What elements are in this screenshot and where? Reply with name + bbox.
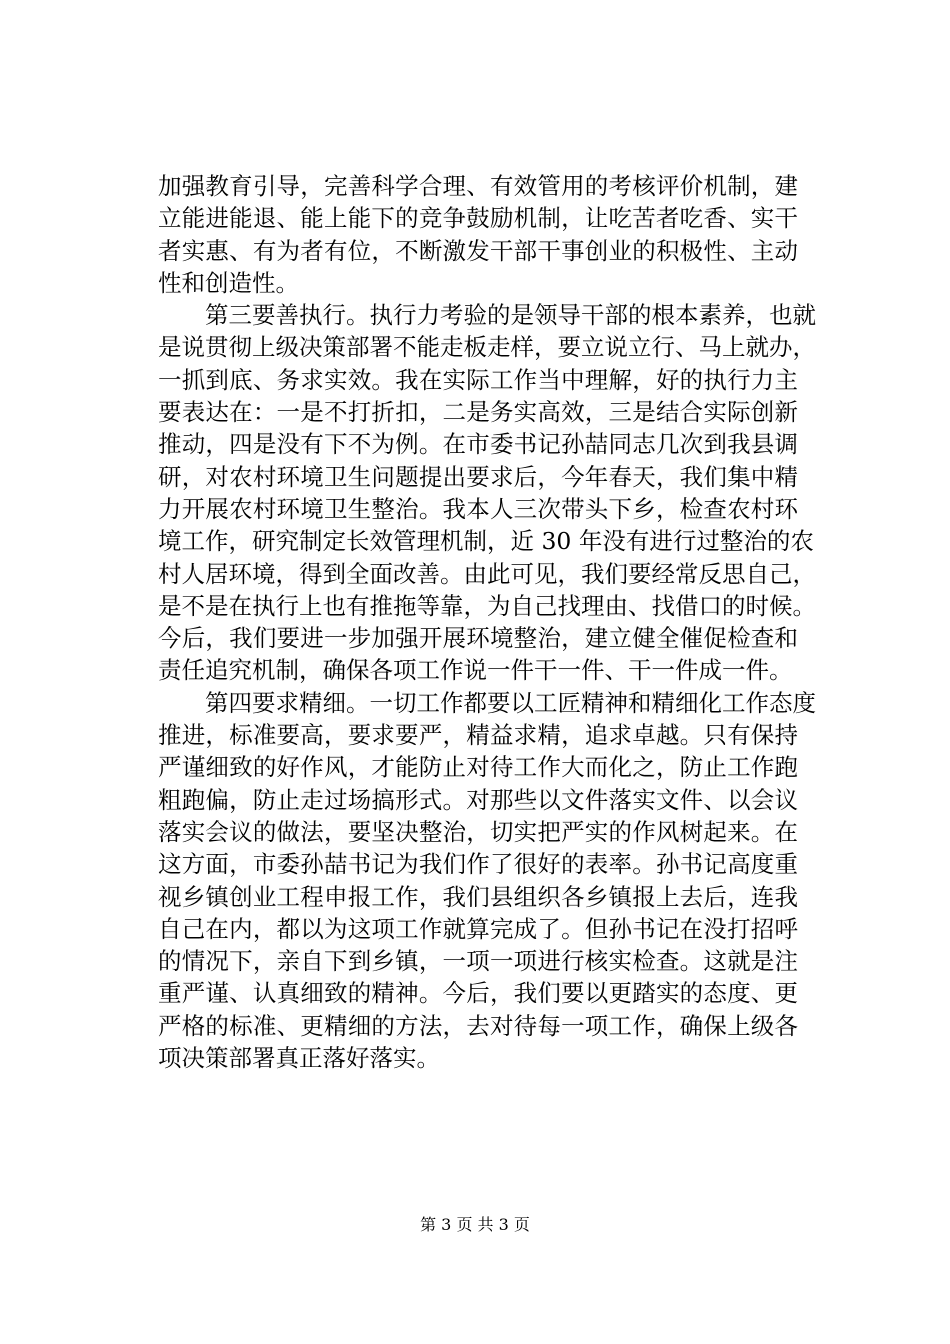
text-line: 村人居环境，得到全面改善。由此可见，我们要经常反思自己， (158, 559, 816, 588)
paragraph (158, 299, 816, 687)
text-line: 者实惠、有为者有位，不断激发干部干事创业的积极性、主动 (158, 236, 798, 265)
text-line: 严格的标准、更精细的方法，去对待每一项工作，确保上级各 (158, 1011, 798, 1040)
text-line: 要表达在：一是不打折扣，二是务实高效，三是结合实际创新 (158, 398, 798, 427)
text-line: 第三要善执行。执行力考验的是领导干部的根本素养，也就 (205, 301, 816, 330)
text-line: 一抓到底、务求实效。我在实际工作当中理解，好的执行力主 (158, 365, 798, 394)
text-line: 的情况下，亲自下到乡镇，一项一项进行核实检查。这就是注 (158, 947, 798, 976)
paragraph (158, 687, 816, 1075)
text-line: 力开展农村环境卫生整治。我本人三次带头下乡，检查农村环 (158, 494, 798, 523)
paragraph (158, 170, 798, 299)
text-line: 今后，我们要进一步加强开展环境整治，建立健全催促检查和 (158, 624, 798, 653)
text-line: 第四要求精细。一切工作都要以工匠精神和精细化工作态度 (205, 688, 816, 717)
text-line: 重严谨、认真细致的精神。今后，我们要以更踏实的态度、更 (158, 979, 798, 1008)
text-line: 严谨细致的好作风，才能防止对待工作大而化之，防止工作跑 (158, 753, 798, 782)
text-line: 粗跑偏，防止走过场搞形式。对那些以文件落实文件、以会议 (158, 785, 798, 814)
document-body (158, 170, 816, 1074)
text-line: 项决策部署真正落好落实。 (158, 1044, 440, 1073)
text-line: 推进，标准要高，要求要严，精益求精，追求卓越。只有保持 (158, 721, 798, 750)
page-footer: 第 3 页 共 3 页 (420, 1215, 530, 1234)
text-line: 推动，四是没有下不为例。在市委书记孙喆同志几次到我县调 (158, 430, 798, 459)
text-line: 这方面，市委孙喆书记为我们作了很好的表率。孙书记高度重 (158, 850, 798, 879)
text-line: 性和创造性。 (158, 268, 299, 297)
text-line: 落实会议的做法，要坚决整治，切实把严实的作风树起来。在 (158, 817, 798, 846)
text-line: 研，对农村环境卫生问题提出要求后，今年春天，我们集中精 (158, 462, 798, 491)
text-line: 责任追究机制，确保各项工作说一件干一件、干一件成一件。 (158, 656, 793, 685)
text-line: 是说贯彻上级决策部署不能走板走样，要立说立行、马上就办， (158, 333, 816, 362)
text-line: 视乡镇创业工程申报工作，我们县组织各乡镇报上去后，连我 (158, 882, 798, 911)
text-line: 自己在内，都以为这项工作就算完成了。但孙书记在没打招呼 (158, 914, 798, 943)
text-line: 是不是在执行上也有推拖等靠，为自己找理由、找借口的时候。 (158, 591, 816, 620)
text-line: 境工作，研究制定长效管理机制，近 30 年没有进行过整治的农 (158, 527, 814, 556)
text-line: 加强教育引导，完善科学合理、有效管用的考核评价机制，建 (158, 172, 798, 200)
text-line: 立能进能退、能上能下的竞争鼓励机制，让吃苦者吃香、实干 (158, 204, 798, 233)
